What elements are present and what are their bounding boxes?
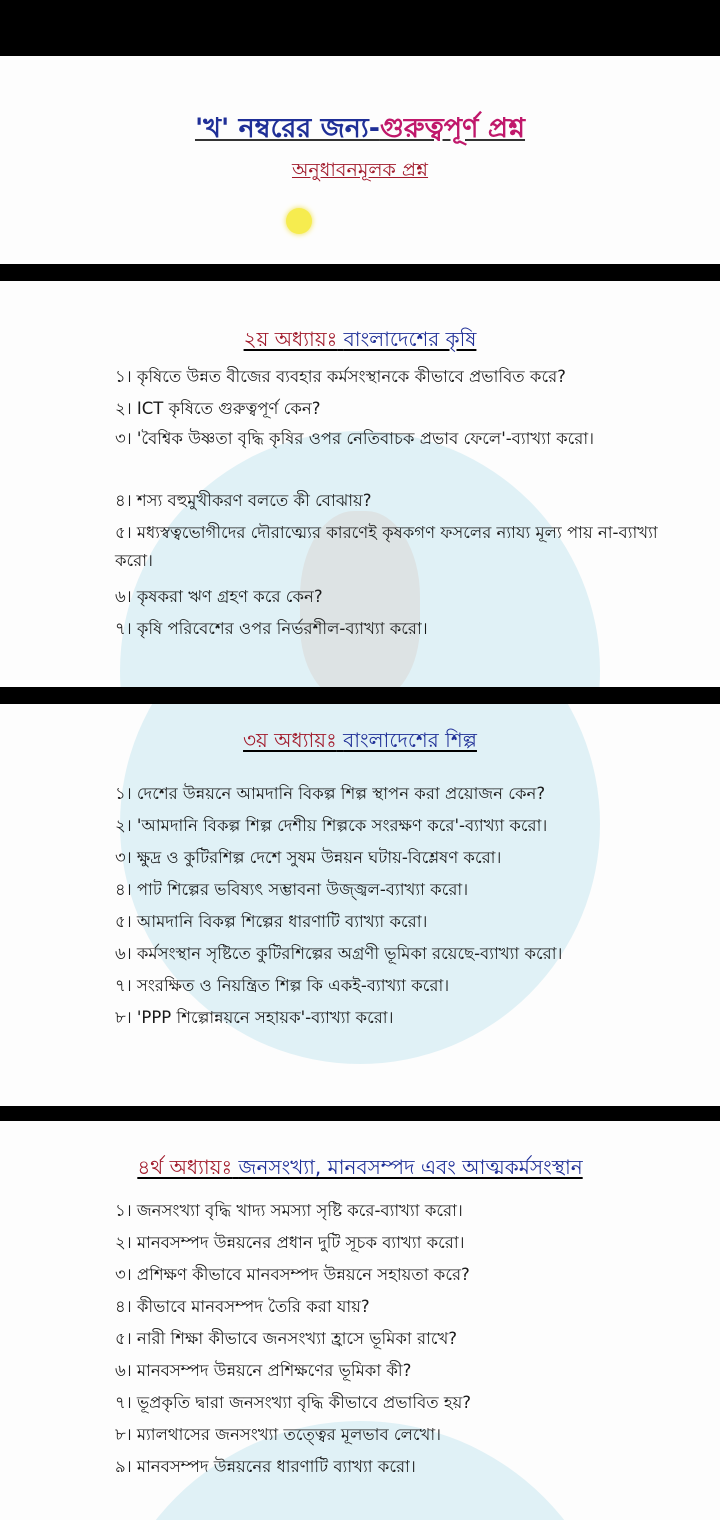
question-item: ৪। শস্য বহুমুখীকরণ বলতে কী বোঝায়? (115, 491, 372, 510)
question-item: ১। কৃষিতে উন্নত বীজের ব্যবহার কর্মসংস্থানকে কীভাবে প্রভাবিত করে? (115, 367, 566, 386)
section-chapter-4 (0, 1121, 720, 1520)
question-item: ৯। মানবসম্পদ উন্নয়নের ধারণাটি ব্যাখ্যা করো। (115, 1457, 416, 1476)
question-item: ৩। 'বৈশ্বিক উষ্ণতা বৃদ্ধি কৃষির ওপর নেতিবাচক প্রভাব ফেলে'-ব্যাখ্যা করো। (115, 429, 595, 448)
section-chapter-2 (0, 281, 720, 687)
title-part-2: গুরুত্বপূর্ণ প্রশ্ন (379, 113, 526, 144)
heading-rest: বাংলাদেশের শিল্প (343, 728, 477, 752)
question-item: ৬। মানবসম্পদ উন্নয়নে প্রশিক্ষণের ভূমিকা কী? (115, 1361, 412, 1380)
question-item: ৮। ম্যালথাসের জনসংখ্যা তত্ত্বের মূলভাব লেখো। (115, 1425, 442, 1444)
question-item: ৩। প্রশিক্ষণ কীভাবে মানবসম্পদ উন্নয়নে সহায়তা করে? (115, 1265, 470, 1284)
heading-lead: ৩য় অধ্যায়ঃ (243, 728, 337, 752)
question-item: ৭। কৃষি পরিবেশের ওপর নির্ভরশীল-ব্যাখ্যা করো। (115, 619, 428, 638)
page-subtitle: অনুধাবনমূলক প্রশ্ন (291, 159, 429, 181)
heading-rest: জনসংখ্যা, মানবসম্পদ এবং আত্মকর্মসংস্থান (238, 1155, 583, 1179)
question-item: ২। মানবসম্পদ উন্নয়নের প্রধান দুটি সূচক ব্যাখ্যা করো। (115, 1233, 465, 1252)
question-item: ৫। আমদানি বিকল্প শিল্পের ধারণাটি ব্যাখ্যা করো। (115, 912, 428, 931)
question-item: ২। ICT কৃষিতে গুরুত্বপূর্ণ কেন? (115, 399, 321, 418)
question-item: ১। দেশের উন্নয়নে আমদানি বিকল্প শিল্প স্থাপন করা প্রয়োজন কেন? (115, 784, 546, 803)
question-item: ৮। 'PPP শিল্পোন্নয়নে সহায়ক'-ব্যাখ্যা করো। (115, 1008, 394, 1027)
question-item: ১। জনসংখ্যা বৃদ্ধি খাদ্য সমস্যা সৃষ্টি করে-ব্যাখ্যা করো। (115, 1201, 463, 1220)
heading-rest: বাংলাদেশের কৃষি (343, 327, 477, 351)
question-item: ৬। কৃষকরা ঋণ গ্রহণ করে কেন? (115, 587, 323, 606)
question-item: ৭। ভূপ্রকৃতি দ্বারা জনসংখ্যা বৃদ্ধি কীভাবে প্রভাবিত হয়? (115, 1393, 472, 1412)
header-panel (0, 56, 720, 264)
page-title (0, 108, 720, 153)
question-item: ৫। মধ্যস্বত্বভোগীদের দৌরাত্ম্যের কারণেই কৃষকগণ ফসলের ন্যায্য মূল্য পায় না-ব্যাখ্যা করো। (115, 523, 658, 570)
section-heading (0, 1153, 720, 1186)
heading-lead: ৪র্থ অধ্যায়ঃ (137, 1155, 233, 1179)
question-item: ৩। ক্ষুদ্র ও কুটিরশিল্প দেশে সুষম উন্নয়ন ঘটায়-বিশ্লেষণ করো। (115, 848, 502, 867)
section-heading (0, 325, 720, 358)
pointer-highlight-icon (286, 208, 312, 234)
section-chapter-3 (0, 704, 720, 1106)
question-item: ৭। সংরক্ষিত ও নিয়ন্ত্রিত শিল্প কি একই-ব্যাখ্যা করো। (115, 976, 450, 995)
heading-lead: ২য় অধ্যায়ঃ (243, 327, 338, 351)
question-item: ৪। পাট শিল্পের ভবিষ্যৎ সম্ভাবনা উজ্জ্বল-ব্যাখ্যা করো। (115, 880, 469, 899)
question-item: ৪। কীভাবে মানবসম্পদ তৈরি করা যায়? (115, 1297, 370, 1316)
title-part-1: 'খ' নম্বরের জন্য- (194, 113, 380, 144)
question-item: ২। 'আমদানি বিকল্প শিল্প দেশীয় শিল্পকে সংরক্ষণ করে'-ব্যাখ্যা করো। (115, 816, 548, 835)
question-item: ৬। কর্মসংস্থান সৃষ্টিতে কুটিরশিল্পের অগ্রণী ভূমিকা রয়েছে-ব্যাখ্যা করো। (115, 944, 563, 963)
section-heading (0, 726, 720, 759)
question-item: ৫। নারী শিক্ষা কীভাবে জনসংখ্যা হ্রাসে ভূমিকা রাখে? (115, 1329, 458, 1348)
